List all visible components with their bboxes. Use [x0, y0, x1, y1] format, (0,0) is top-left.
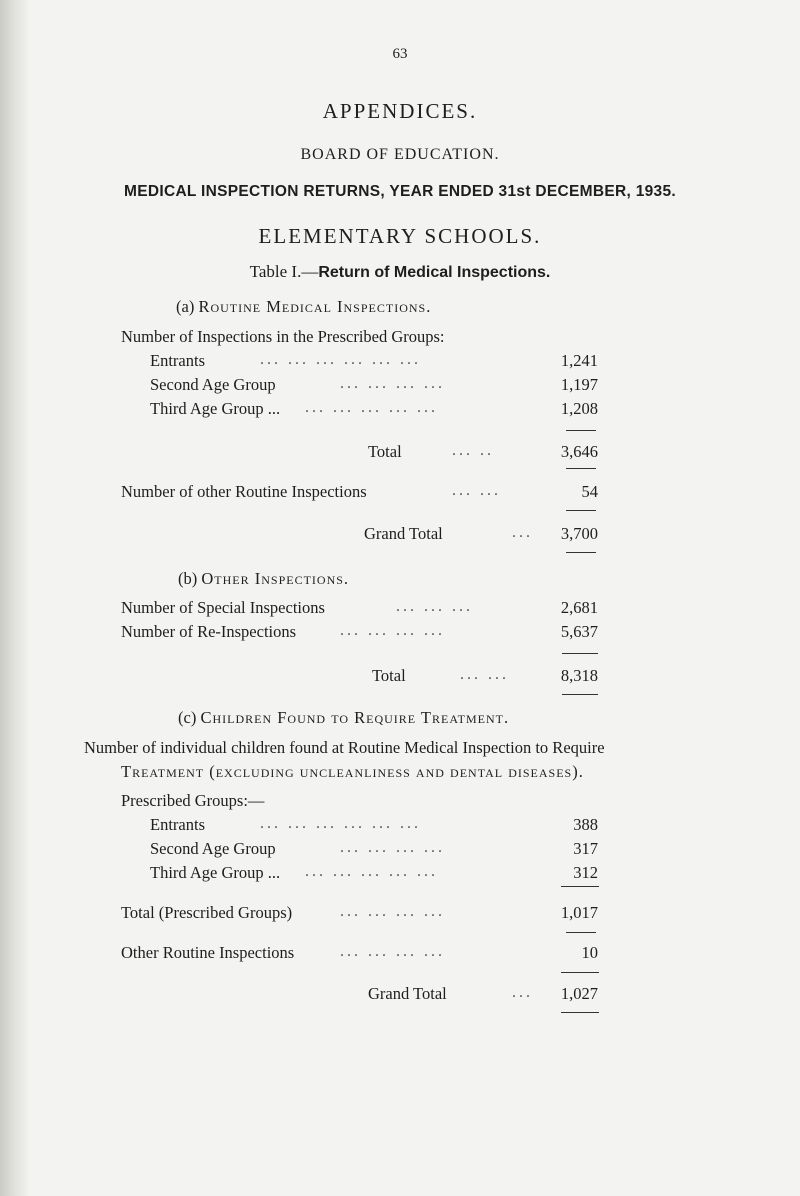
section-c-total-label: Total (Prescribed Groups): [121, 903, 293, 922]
section-a-other-value: 54: [581, 482, 598, 501]
sum-rule: [562, 694, 598, 695]
section-c-grand-value: 1,027: [560, 984, 598, 1003]
section-a-row-value: 1,241: [560, 351, 598, 370]
section-a-row-value: 1,197: [560, 375, 598, 394]
page-number: 63: [392, 46, 408, 62]
sum-rule: [566, 552, 596, 553]
leader-dots: ...: [512, 984, 533, 1001]
section-b-title: Other Inspections.: [201, 569, 350, 588]
section-c-other-label: Other Routine Inspections: [121, 943, 295, 962]
table-prefix: Table I.—: [249, 262, 319, 281]
returns-title: MEDICAL INSPECTION RETURNS, YEAR ENDED 31st DECEMBER, 1935.: [124, 183, 676, 200]
section-a-row-label: Entrants: [150, 351, 205, 370]
section-b-label: (b): [178, 569, 198, 588]
leader-dots: ... ... ... ... ... ...: [260, 815, 421, 832]
section-c-row-label: Second Age Group: [150, 839, 276, 858]
section-c-row-label: Third Age Group ...: [150, 863, 281, 882]
section-c-intro-line2: [121, 762, 584, 782]
section-c-groups-heading: Prescribed Groups:—: [121, 791, 265, 810]
section-c-grand-label: Grand Total: [368, 984, 447, 1003]
leader-dots: ... ... ... ...: [340, 622, 445, 639]
sum-rule: [566, 468, 596, 469]
section-c-row-label: Entrants: [150, 815, 205, 834]
leader-dots: ... ..: [452, 442, 494, 459]
leader-dots: ... ... ... ... ...: [305, 863, 438, 880]
section-b-total-value: 8,318: [560, 666, 598, 685]
leader-dots: ... ... ...: [396, 598, 473, 615]
section-c-row-value: 317: [573, 839, 598, 858]
section-c-intro-line1: Number of individual children found at Routine Medical Inspection to Require: [84, 738, 605, 757]
section-c-label: (c): [178, 708, 197, 727]
section-a-title: Routine Medical Inspections.: [198, 297, 432, 316]
section-c-title: Children Found to Require Treatment.: [200, 708, 510, 727]
leader-dots: ... ... ... ...: [340, 903, 445, 920]
leader-dots: ... ... ... ...: [340, 943, 445, 960]
section-a-row-value: 1,208: [560, 399, 598, 418]
section-b-row-label: Number of Re-Inspections: [121, 622, 297, 641]
leader-dots: ... ...: [460, 666, 509, 683]
section-a-other-label: Number of other Routine Inspections: [121, 482, 367, 501]
leader-dots: ... ... ... ...: [340, 375, 445, 392]
table-title: [0, 262, 800, 282]
sum-rule: [561, 1012, 599, 1013]
section-c-intro-text: Treatment (excluding uncleanliness and dental diseases).: [121, 762, 584, 781]
sum-rule: [566, 430, 596, 431]
leader-dots: ... ... ... ... ...: [305, 399, 438, 416]
section-a-total-value: 3,646: [560, 442, 598, 461]
leader-dots: ... ...: [452, 482, 501, 499]
section-a-row-label: Third Age Group ...: [150, 399, 281, 418]
section-b-row-label: Number of Special Inspections: [121, 598, 325, 617]
sum-rule: [566, 510, 596, 511]
page-edge-shadow: [0, 0, 30, 1196]
section-b-row-value: 2,681: [560, 598, 598, 617]
sum-rule: [561, 886, 599, 887]
table-title-text: Return of Medical Inspections.: [318, 264, 551, 281]
section-a-heading: [176, 297, 431, 317]
section-c-row-value: 388: [573, 815, 598, 834]
section-c-other-value: 10: [581, 943, 598, 962]
leader-dots: ... ... ... ...: [340, 839, 445, 856]
board-heading: BOARD OF EDUCATION.: [300, 146, 500, 163]
section-b-total-label: Total: [372, 666, 406, 685]
section-b-row-value: 5,637: [560, 622, 598, 641]
leader-dots: ...: [512, 524, 533, 541]
appendices-heading: APPENDICES.: [322, 99, 478, 123]
section-a-grand-label: Grand Total: [364, 524, 443, 543]
section-a-label: (a): [176, 297, 195, 316]
leader-dots: ... ... ... ... ... ...: [260, 351, 421, 368]
section-a-groups-heading: Number of Inspections in the Prescribed Groups:: [121, 327, 445, 346]
sum-rule: [561, 972, 599, 973]
sum-rule: [562, 653, 598, 654]
sum-rule: [566, 932, 596, 933]
section-c-row-value: 312: [573, 863, 598, 882]
section-a-row-label: Second Age Group: [150, 375, 276, 394]
section-b-heading: [178, 569, 349, 589]
section-a-grand-value: 3,700: [560, 524, 598, 543]
section-c-total-value: 1,017: [560, 903, 598, 922]
school-type-heading: ELEMENTARY SCHOOLS.: [258, 224, 542, 248]
section-c-heading: [178, 708, 509, 728]
section-a-total-label: Total: [368, 442, 402, 461]
